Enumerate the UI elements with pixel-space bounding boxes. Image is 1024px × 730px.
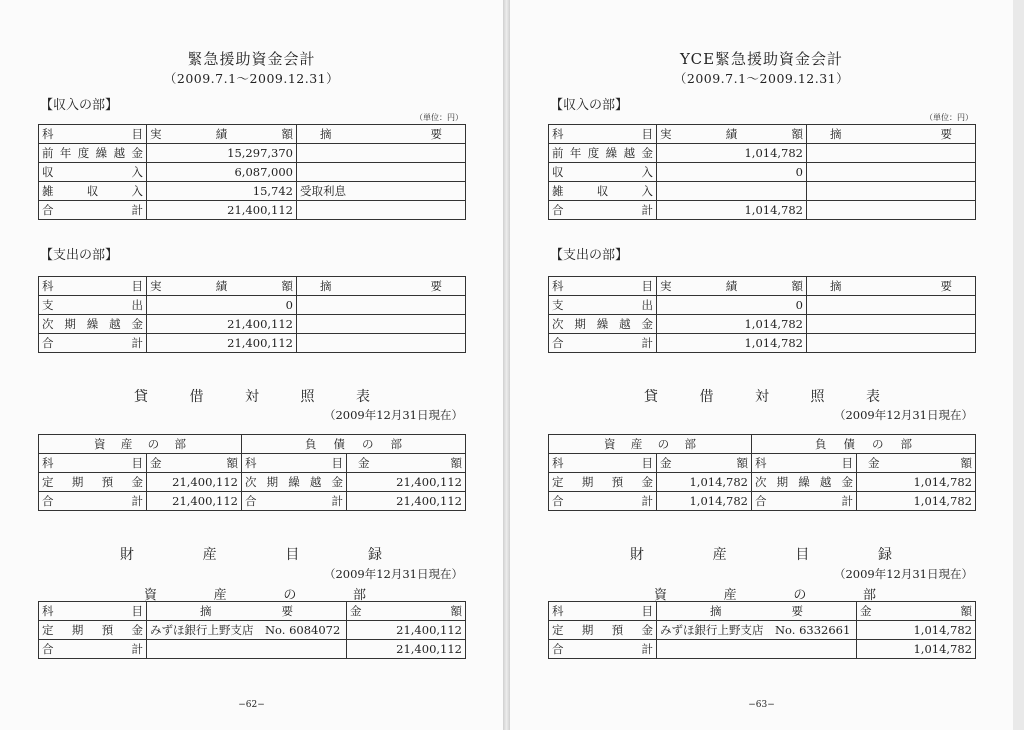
inventory-row	[549, 621, 976, 640]
inventory-row-amount-cell: 1,014,782	[857, 640, 976, 659]
balance-row	[549, 473, 976, 492]
inventory-header-row	[549, 602, 976, 621]
col-item: 科 目	[549, 454, 657, 473]
balance-row-a-amount-cell: 1,014,782	[657, 492, 752, 511]
inventory-row-note-cell	[147, 640, 347, 659]
income-row-amount-cell: 15,297,370	[147, 144, 297, 163]
expense-row-note-cell	[807, 334, 976, 353]
col-item: 科 目	[752, 454, 857, 473]
inventory-title: 財 産 目 録	[630, 547, 892, 563]
income-row-item-cell: 合 計	[39, 201, 147, 220]
income-row-amount-cell: 6,087,000	[147, 163, 297, 182]
balance-row-l-item-cell: 合 計	[242, 492, 347, 511]
header-item: 科 目	[39, 602, 147, 621]
header-amount: 金 額	[857, 602, 976, 621]
inventory-date: （2009年12月31日現在）	[833, 567, 973, 581]
income-row-note-cell	[807, 182, 976, 201]
expense-row	[549, 334, 976, 353]
balance-sheet-title: 貸 借 対 照 表	[134, 389, 370, 405]
balance-row-l-item-cell: 次 期 繰 越 金	[242, 473, 347, 492]
balance-row-l-amount-cell: 1,014,782	[857, 473, 976, 492]
balance-row-a-item-cell: 合 計	[39, 492, 147, 511]
expense-row	[549, 296, 976, 315]
inventory-header-row	[39, 602, 466, 621]
expense-row-amount-cell: 1,014,782	[657, 334, 807, 353]
expense-row-amount-cell: 0	[657, 296, 807, 315]
header-amount: 金 額	[347, 602, 466, 621]
income-header-row	[549, 125, 976, 144]
inventory-row-item-cell: 定 期 預 金	[549, 621, 657, 640]
balance-row-a-amount-cell: 1,014,782	[657, 473, 752, 492]
expense-row-note-cell	[297, 315, 466, 334]
inventory-row-amount-cell: 1,014,782	[857, 621, 976, 640]
income-section-heading: 【収入の部】	[550, 98, 629, 113]
balance-row-a-item-cell: 定 期 預 金	[39, 473, 147, 492]
income-row-amount-cell: 15,742	[147, 182, 297, 201]
col-item: 科 目	[242, 454, 347, 473]
balance-sheet-date: （2009年12月31日現在）	[833, 408, 973, 422]
balance-row-a-amount-cell: 21,400,112	[147, 473, 242, 492]
inventory-row-note-cell	[657, 640, 857, 659]
expense-row-amount-cell: 21,400,112	[147, 315, 297, 334]
income-section-heading: 【収入の部】	[40, 98, 119, 113]
page-right	[510, 0, 1013, 730]
header-note: 摘 要	[147, 602, 347, 621]
balance-row	[549, 492, 976, 511]
income-row-amount-cell: 1,014,782	[657, 201, 807, 220]
expense-row-note-cell	[297, 296, 466, 315]
inventory-row-item-cell: 定 期 預 金	[39, 621, 147, 640]
income-row-note-cell	[297, 163, 466, 182]
income-table	[38, 124, 466, 220]
inventory-row-amount-cell: 21,400,112	[347, 621, 466, 640]
income-row-item-cell: 収 入	[549, 163, 657, 182]
expense-row-item-cell: 支 出	[39, 296, 147, 315]
expense-row-item-cell: 合 計	[549, 334, 657, 353]
col-item: 科 目	[39, 454, 147, 473]
expense-row-note-cell	[807, 315, 976, 334]
expense-row	[39, 296, 466, 315]
income-row-item-cell: 収 入	[39, 163, 147, 182]
inventory-title: 財 産 目 録	[120, 547, 382, 563]
income-row-item-cell: 雑 収 入	[549, 182, 657, 201]
income-row	[39, 144, 466, 163]
header-amount: 実 績 額	[657, 125, 807, 144]
header-amount: 実 績 額	[147, 277, 297, 296]
balance-row-a-item-cell: 定 期 預 金	[549, 473, 657, 492]
expense-row-amount-cell: 0	[147, 296, 297, 315]
fiscal-period: （2009.7.1〜2009.12.31）	[673, 71, 850, 86]
header-item: 科 目	[549, 277, 657, 296]
inventory-row-item-cell: 合 計	[39, 640, 147, 659]
expense-section-heading: 【支出の部】	[550, 248, 629, 263]
income-row-item-cell: 前 年 度 繰 越 金	[39, 144, 147, 163]
inventory-row	[39, 640, 466, 659]
balance-row-a-amount-cell: 21,400,112	[147, 492, 242, 511]
expense-row-amount-cell: 21,400,112	[147, 334, 297, 353]
balance-row	[39, 473, 466, 492]
inventory-subheading: 資 産 の 部	[654, 588, 876, 603]
expense-header-row	[39, 277, 466, 296]
header-note: 摘 要	[297, 125, 466, 144]
col-amount: 金 額	[347, 454, 466, 473]
balance-row	[39, 492, 466, 511]
expense-row-item-cell: 次 期 繰 越 金	[39, 315, 147, 334]
balance-row-l-amount-cell: 21,400,112	[347, 492, 466, 511]
assets-group-head: 資 産 の 部	[39, 435, 242, 454]
header-note: 摘 要	[807, 277, 976, 296]
income-row-note-cell	[297, 144, 466, 163]
inventory-subheading: 資 産 の 部	[144, 588, 366, 603]
inventory-row-note-cell: みずほ銀行上野支店 No. 6084072	[147, 621, 347, 640]
income-table	[548, 124, 976, 220]
income-row-item-cell: 前 年 度 繰 越 金	[549, 144, 657, 163]
col-amount: 金 額	[147, 454, 242, 473]
income-row-amount-cell	[657, 182, 807, 201]
inventory-table	[38, 601, 466, 659]
income-row-amount-cell: 0	[657, 163, 807, 182]
income-row	[39, 201, 466, 220]
balance-row-l-item-cell: 合 計	[752, 492, 857, 511]
liabilities-group-head: 負 債 の 部	[752, 435, 976, 454]
balance-row-l-amount-cell: 1,014,782	[857, 492, 976, 511]
income-header-row	[39, 125, 466, 144]
inventory-row-note-cell: みずほ銀行上野支店 No. 6332661	[657, 621, 857, 640]
col-amount: 金 額	[857, 454, 976, 473]
header-amount: 実 績 額	[147, 125, 297, 144]
header-item: 科 目	[39, 125, 147, 144]
assets-group-head: 資 産 の 部	[549, 435, 752, 454]
expense-row-item-cell: 次 期 繰 越 金	[549, 315, 657, 334]
income-row	[549, 201, 976, 220]
fund-title: 緊急援助資金会計	[187, 50, 316, 68]
inventory-row	[39, 621, 466, 640]
income-row-note-cell	[297, 201, 466, 220]
expense-row-note-cell	[297, 334, 466, 353]
expense-section-heading: 【支出の部】	[40, 248, 119, 263]
income-row	[39, 163, 466, 182]
expense-row-item-cell: 支 出	[549, 296, 657, 315]
header-note: 摘 要	[297, 277, 466, 296]
page-left	[0, 0, 503, 730]
income-row-item-cell: 雑 収 入	[39, 182, 147, 201]
expense-table	[548, 276, 976, 353]
income-row-item-cell: 合 計	[549, 201, 657, 220]
fiscal-period: （2009.7.1〜2009.12.31）	[163, 71, 340, 86]
balance-sheet-table	[548, 434, 976, 511]
balance-row-l-item-cell: 次 期 繰 越 金	[752, 473, 857, 492]
expense-row	[39, 315, 466, 334]
expense-row-note-cell	[807, 296, 976, 315]
income-row-note-cell: 受取利息	[297, 182, 466, 201]
balance-row-l-amount-cell: 21,400,112	[347, 473, 466, 492]
income-row	[549, 144, 976, 163]
balance-sheet-table	[38, 434, 466, 511]
balance-group-row	[549, 435, 976, 454]
income-row-amount-cell: 1,014,782	[657, 144, 807, 163]
unit-label: （単位：円）	[925, 113, 973, 122]
page-gutter	[503, 0, 510, 730]
income-row-note-cell	[807, 201, 976, 220]
inventory-row-item-cell: 合 計	[549, 640, 657, 659]
header-note: 摘 要	[657, 602, 857, 621]
liabilities-group-head: 負 債 の 部	[242, 435, 466, 454]
expense-table	[38, 276, 466, 353]
balance-col-row	[549, 454, 976, 473]
expense-header-row	[549, 277, 976, 296]
inventory-row-amount-cell: 21,400,112	[347, 640, 466, 659]
inventory-table	[548, 601, 976, 659]
col-amount: 金 額	[657, 454, 752, 473]
fund-title: YCE緊急援助資金会計	[679, 50, 844, 68]
expense-row	[39, 334, 466, 353]
income-row	[39, 182, 466, 201]
inventory-row	[549, 640, 976, 659]
header-note: 摘 要	[807, 125, 976, 144]
balance-sheet-title: 貸 借 対 照 表	[644, 389, 880, 405]
expense-row-item-cell: 合 計	[39, 334, 147, 353]
income-row-amount-cell: 21,400,112	[147, 201, 297, 220]
balance-row-a-item-cell: 合 計	[549, 492, 657, 511]
unit-label: （単位：円）	[415, 113, 463, 122]
balance-col-row	[39, 454, 466, 473]
income-row	[549, 182, 976, 201]
header-amount: 実 績 額	[657, 277, 807, 296]
page-number: −63−	[748, 700, 775, 710]
page-number: −62−	[238, 700, 265, 710]
balance-group-row	[39, 435, 466, 454]
income-row-note-cell	[807, 144, 976, 163]
header-item: 科 目	[549, 125, 657, 144]
balance-sheet-date: （2009年12月31日現在）	[323, 408, 463, 422]
expense-row-amount-cell: 1,014,782	[657, 315, 807, 334]
expense-row	[549, 315, 976, 334]
income-row	[549, 163, 976, 182]
inventory-date: （2009年12月31日現在）	[323, 567, 463, 581]
header-item: 科 目	[39, 277, 147, 296]
header-item: 科 目	[549, 602, 657, 621]
income-row-note-cell	[807, 163, 976, 182]
